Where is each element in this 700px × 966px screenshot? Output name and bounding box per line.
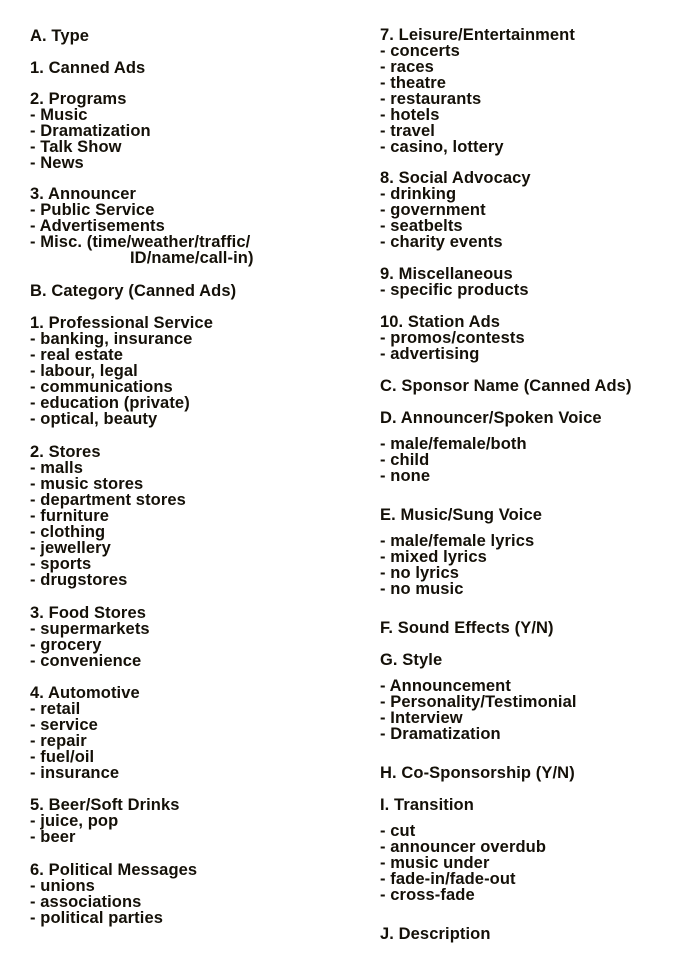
list-item: - insurance <box>30 764 120 782</box>
list-item: - hotels <box>380 106 440 124</box>
list-item: - travel <box>380 122 435 140</box>
section-heading: G. Style <box>380 651 443 669</box>
list-item: - sports <box>30 555 92 573</box>
section-heading: B. Category (Canned Ads) <box>30 282 237 300</box>
section-a <box>30 28 89 44</box>
section-heading: 7. Leisure/Entertainment <box>380 26 575 44</box>
list-item: - mixed lyrics <box>380 548 487 566</box>
section-heading: 3. Announcer <box>30 185 137 203</box>
section-g <box>380 652 577 742</box>
list-item: - theatre <box>380 74 446 92</box>
list-item: - jewellery <box>30 539 111 557</box>
list-item: - grocery <box>30 636 102 654</box>
section-heading: 2. Programs <box>30 90 127 108</box>
list-item: - political parties <box>30 909 164 927</box>
section-heading: 1. Professional Service <box>30 314 213 332</box>
list-item: - casino, lottery <box>380 138 504 156</box>
section-b1 <box>30 315 213 427</box>
list-item: - concerts <box>380 42 460 60</box>
list-item: - beer <box>30 828 76 846</box>
list-item: - advertising <box>380 345 480 363</box>
section-f <box>380 620 554 636</box>
section-a1 <box>30 60 145 76</box>
section-b <box>30 283 236 299</box>
section-b9 <box>380 266 529 298</box>
list-item: - labour, legal <box>30 362 138 380</box>
list-item: - News <box>30 154 84 172</box>
section-c <box>380 378 632 394</box>
list-item: - no music <box>380 580 464 598</box>
section-j <box>380 926 491 942</box>
list-item: - repair <box>30 732 87 750</box>
list-item: - convenience <box>30 652 142 670</box>
list-item: - male/female lyrics <box>380 532 535 550</box>
list-item: - associations <box>30 893 142 911</box>
section-heading: H. Co-Sponsorship (Y/N) <box>380 764 575 782</box>
section-heading: I. Transition <box>380 796 474 814</box>
list-item: - supermarkets <box>30 620 150 638</box>
list-item: - fuel/oil <box>30 748 95 766</box>
section-heading: E. Music/Sung Voice <box>380 506 543 524</box>
section-b10 <box>380 314 525 362</box>
section-heading: A. Type <box>30 27 90 45</box>
list-item: - government <box>380 201 486 219</box>
section-i <box>380 797 546 903</box>
list-item: - music stores <box>30 475 144 493</box>
list-item: - promos/contests <box>380 329 525 347</box>
section-b5 <box>30 797 180 845</box>
list-item: - Dramatization <box>30 122 151 140</box>
list-item: - malls <box>30 459 83 477</box>
section-d <box>380 410 602 484</box>
section-heading: 4. Automotive <box>30 684 140 702</box>
list-item: - Talk Show <box>30 138 122 156</box>
list-item: - music under <box>380 854 490 872</box>
list-item: - Announcement <box>380 677 511 695</box>
list-item: - specific products <box>380 281 529 299</box>
list-item: - charity events <box>380 233 503 251</box>
section-b6 <box>30 862 197 926</box>
list-item: - optical, beauty <box>30 410 158 428</box>
section-heading: 6. Political Messages <box>30 861 198 879</box>
list-item: - drinking <box>380 185 457 203</box>
list-item: - male/female/both <box>380 435 527 453</box>
list-item: - juice, pop <box>30 812 119 830</box>
list-item: - Music <box>30 106 88 124</box>
section-heading: 9. Miscellaneous <box>380 265 513 283</box>
section-heading: 8. Social Advocacy <box>380 169 531 187</box>
section-heading: 1. Canned Ads <box>30 59 146 77</box>
section-heading: 5. Beer/Soft Drinks <box>30 796 180 814</box>
section-e <box>380 507 542 597</box>
section-b4 <box>30 685 140 781</box>
section-h <box>380 765 575 781</box>
list-item: - cross-fade <box>380 886 475 904</box>
section-heading: F. Sound Effects (Y/N) <box>380 619 554 637</box>
list-item: - Interview <box>380 709 463 727</box>
section-a3 <box>30 186 254 266</box>
section-b2 <box>30 444 186 588</box>
list-item: - service <box>30 716 98 734</box>
list-item: - Public Service <box>30 201 155 219</box>
list-item: - Advertisements <box>30 217 165 235</box>
list-item: - furniture <box>30 507 110 525</box>
section-heading: 2. Stores <box>30 443 101 461</box>
list-item: - unions <box>30 877 95 895</box>
list-item: - Misc. (time/weather/traffic/ <box>30 233 251 251</box>
list-item: - communications <box>30 378 173 396</box>
list-item: - restaurants <box>380 90 482 108</box>
list-item: - fade-in/fade-out <box>380 870 516 888</box>
section-heading: C. Sponsor Name (Canned Ads) <box>380 377 632 395</box>
list-item: - retail <box>30 700 81 718</box>
list-item: - no lyrics <box>380 564 460 582</box>
list-item: - education (private) <box>30 394 190 412</box>
list-item: - Dramatization <box>380 725 501 743</box>
section-b3 <box>30 605 150 669</box>
list-item: - child <box>380 451 430 469</box>
list-item: ID/name/call-in) <box>130 249 254 267</box>
section-heading: D. Announcer/Spoken Voice <box>380 409 602 427</box>
list-item: - cut <box>380 822 416 840</box>
list-item: - clothing <box>30 523 106 541</box>
list-item: - announcer overdub <box>380 838 546 856</box>
list-item: - races <box>380 58 434 76</box>
section-b8 <box>380 170 531 250</box>
section-a2 <box>30 91 151 171</box>
section-heading: 3. Food Stores <box>30 604 146 622</box>
section-heading: J. Description <box>380 925 491 943</box>
section-b7 <box>380 27 575 155</box>
list-item: - banking, insurance <box>30 330 193 348</box>
list-item: - drugstores <box>30 571 128 589</box>
list-item: - none <box>380 467 431 485</box>
section-heading: 10. Station Ads <box>380 313 501 331</box>
list-item: - real estate <box>30 346 124 364</box>
list-item: - seatbelts <box>380 217 463 235</box>
list-item: - department stores <box>30 491 186 509</box>
list-item: - Personality/Testimonial <box>380 693 577 711</box>
